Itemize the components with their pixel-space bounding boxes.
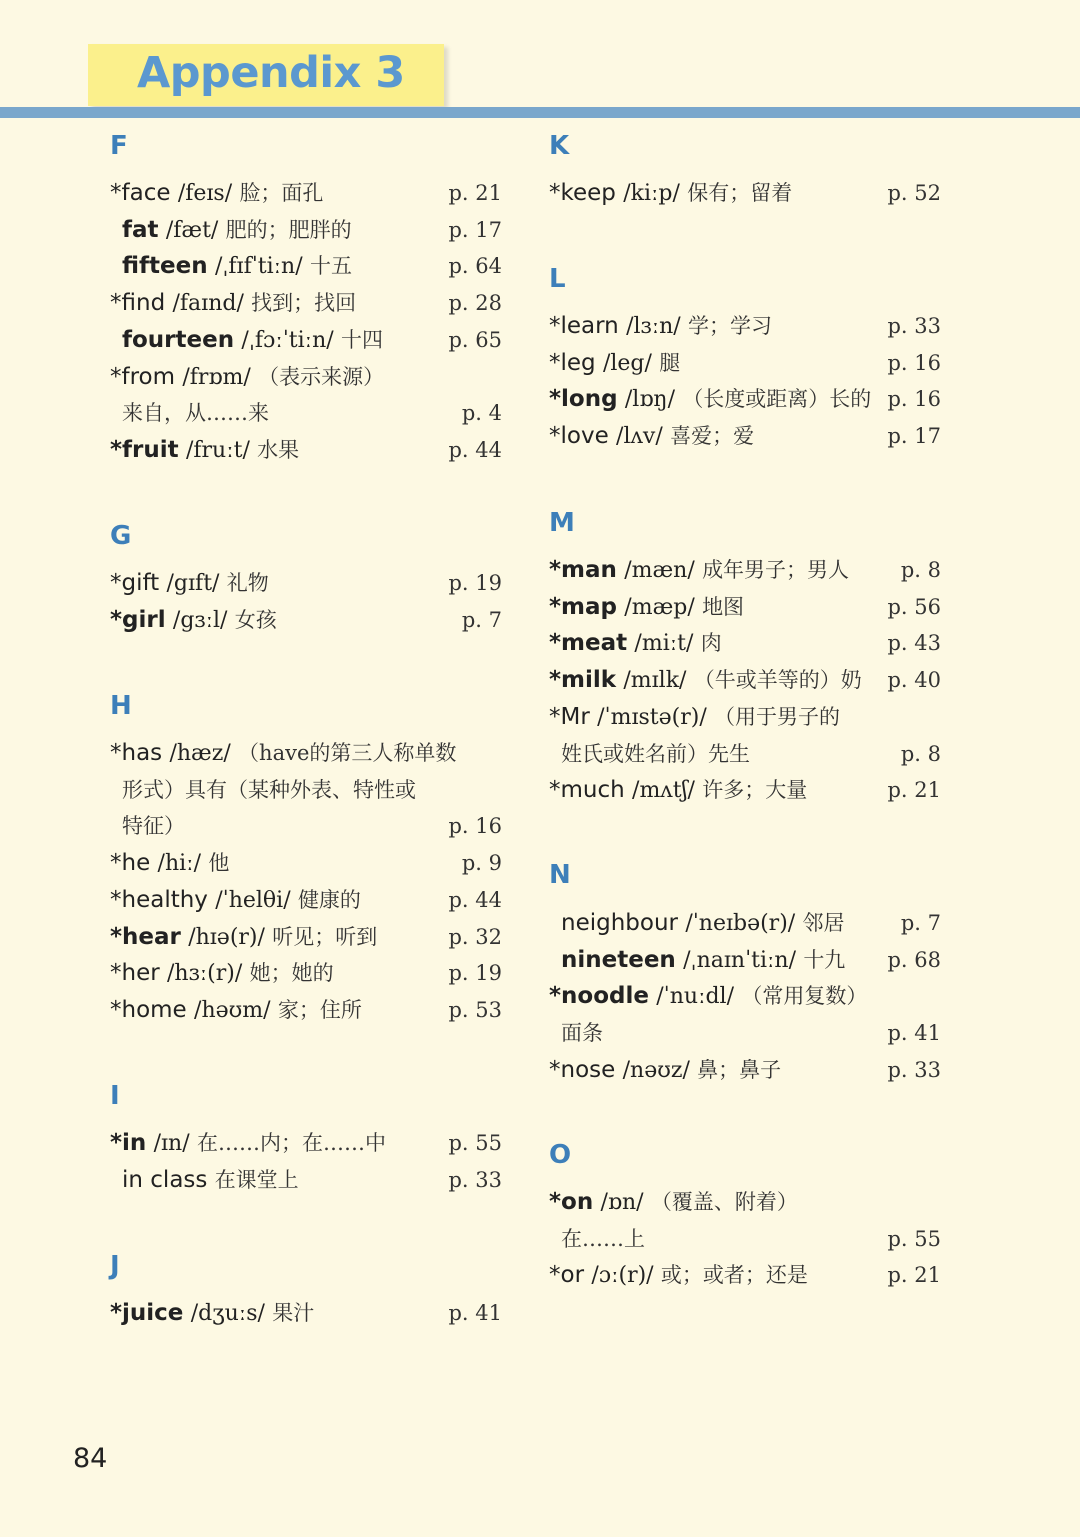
glossary-entry (561, 1222, 941, 1256)
entry-phonetic: /leg/ (602, 351, 652, 376)
entry-page-ref: p. 28 (448, 291, 502, 315)
glossary-entry (549, 309, 941, 343)
glossary-entry (549, 979, 941, 1013)
section-letter-i: I (110, 1081, 120, 1111)
entry-page-ref: p. 32 (448, 925, 502, 949)
glossary-entry (561, 737, 941, 771)
section-letter-j: J (110, 1251, 120, 1281)
entry-headword: *in (110, 1130, 147, 1156)
glossary-entry (110, 920, 502, 954)
entry-definition: 来自，从……来 (122, 401, 269, 425)
entry-page-ref: p. 33 (887, 314, 941, 338)
entry-headword: *learn (549, 313, 619, 339)
entry-headword: *he (110, 850, 151, 876)
glossary-entry (110, 736, 502, 770)
entry-definition: 十九 (803, 948, 846, 972)
entry-phonetic: /nəʊz/ (622, 1058, 690, 1083)
entry-definition: 十四 (340, 328, 383, 352)
entry-headword: *from (110, 364, 176, 390)
entry-phonetic: /ˈneɪbə(r)/ (685, 911, 796, 936)
section-letter-m: M (549, 508, 575, 538)
entry-definition: 形式）具有（某种外表、特性或 (122, 778, 416, 802)
glossary-entry (110, 176, 502, 210)
entry-definition: 喜爱；爱 (670, 424, 755, 448)
entry-phonetic: /hɜː(r)/ (167, 961, 243, 986)
entry-definition: （长度或距离）长的 (682, 387, 872, 411)
section-letter-h: H (110, 691, 132, 721)
glossary-entry (561, 1016, 941, 1050)
entry-page-ref: p. 19 (448, 961, 502, 985)
entry-phonetic: /feɪs/ (177, 181, 233, 206)
entry-page-ref: p. 53 (448, 998, 502, 1022)
entry-phonetic: /miːt/ (634, 631, 694, 656)
entry-headword: *on (549, 1189, 594, 1215)
entry-phonetic: /lɒŋ/ (624, 387, 675, 412)
entry-definition: （have的第三人称单数 (238, 741, 457, 765)
glossary-entry (110, 846, 502, 880)
entry-page-ref: p. 68 (887, 948, 941, 972)
entry-phonetic: /fruːt/ (185, 438, 250, 463)
entry-phonetic: /hæz/ (169, 741, 231, 766)
entry-headword: *hear (110, 924, 181, 950)
glossary-entry (549, 590, 941, 624)
glossary-entry (110, 603, 502, 637)
entry-page-ref: p. 21 (887, 1263, 941, 1287)
entry-definition: （牛或羊等的）奶 (693, 668, 862, 692)
glossary-entry (549, 1258, 941, 1292)
glossary-entry (549, 1185, 941, 1219)
glossary-entry (122, 323, 502, 357)
entry-page-ref: p. 55 (887, 1227, 941, 1251)
entry-page-ref: p. 17 (448, 218, 502, 242)
entry-page-ref: p. 33 (448, 1168, 502, 1192)
entry-page-ref: p. 21 (448, 181, 502, 205)
entry-definition: 面条 (561, 1021, 603, 1045)
glossary-entry (110, 286, 502, 320)
entry-definition: 保有；留着 (687, 181, 793, 205)
glossary-entry (549, 176, 941, 210)
section-letter-k: K (549, 131, 570, 161)
entry-headword: *much (549, 777, 625, 803)
entry-definition: 邻居 (802, 911, 845, 935)
glossary-entry (122, 809, 502, 843)
entry-headword: *noodle (549, 983, 649, 1009)
entry-phonetic: /ˈmɪstə(r)/ (597, 705, 707, 730)
entry-headword: *gift (110, 570, 160, 596)
entry-definition: 她；她的 (249, 961, 334, 985)
entry-phonetic: /ˈnuːdl/ (656, 984, 735, 1009)
glossary-entry (110, 883, 502, 917)
entry-headword: fat (122, 217, 159, 243)
entry-phonetic: /hiː/ (157, 851, 201, 876)
entry-headword: *her (110, 960, 160, 986)
entry-definition: （覆盖、附着） (650, 1190, 798, 1214)
glossary-entry (561, 943, 941, 977)
entry-definition: 他 (208, 851, 230, 875)
entry-phonetic: /mʌtʃ/ (632, 778, 695, 803)
entry-phonetic: /frɒm/ (182, 365, 251, 390)
glossary-entry (549, 773, 941, 807)
entry-phonetic: /lɜːn/ (626, 314, 681, 339)
entry-headword: *fruit (110, 437, 179, 463)
entry-phonetic: /ˌfɔːˈtiːn/ (241, 328, 334, 353)
entry-phonetic: /fæt/ (165, 218, 219, 243)
entry-headword: *keep (549, 180, 616, 206)
section-letter-l: L (549, 264, 566, 294)
entry-page-ref: p. 40 (887, 668, 941, 692)
glossary-entry (110, 993, 502, 1027)
entry-headword: nineteen (561, 947, 676, 973)
entry-definition: 在课堂上 (214, 1168, 299, 1192)
entry-definition: 水果 (257, 438, 300, 462)
glossary-entry (549, 1053, 941, 1087)
entry-page-ref: p. 16 (448, 814, 502, 838)
entry-headword: *love (549, 423, 609, 449)
entry-page-ref: p. 64 (448, 254, 502, 278)
entry-headword: *man (549, 557, 617, 583)
entry-headword: *face (110, 180, 171, 206)
entry-headword: *long (549, 386, 618, 412)
entry-phonetic: /kiːp/ (623, 181, 680, 206)
section-letter-n: N (549, 860, 571, 890)
entry-headword: neighbour (561, 910, 678, 936)
entry-definition: 地图 (702, 595, 745, 619)
glossary-entry (110, 433, 502, 467)
entry-headword: fourteen (122, 327, 235, 353)
entry-page-ref: p. 33 (887, 1058, 941, 1082)
entry-page-ref: p. 21 (887, 778, 941, 802)
entry-definition: 果汁 (272, 1301, 315, 1325)
entry-definition: 肥的；肥胖的 (225, 218, 352, 242)
entry-page-ref: p. 41 (448, 1301, 502, 1325)
entry-page-ref: p. 19 (448, 571, 502, 595)
entry-page-ref: p. 16 (887, 387, 941, 411)
glossary-entry (110, 956, 502, 990)
entry-definition: 姓氏或姓名前）先生 (561, 742, 750, 766)
entry-headword: *milk (549, 667, 617, 693)
entry-definition: （常用复数） (741, 984, 868, 1008)
entry-phonetic: /ˈhelθi/ (215, 888, 291, 913)
entry-page-ref: p. 65 (448, 328, 502, 352)
entry-phonetic: /ˌfɪfˈtiːn/ (214, 254, 303, 279)
glossary-entry (549, 419, 941, 453)
glossary-entry (122, 1163, 502, 1197)
entry-headword: *map (549, 594, 617, 620)
entry-definition: 腿 (659, 351, 681, 375)
entry-phonetic: /ɔː(r)/ (591, 1263, 654, 1288)
entry-definition: 学；学习 (688, 314, 773, 338)
entry-page-ref: p. 44 (448, 438, 502, 462)
entry-headword: fifteen (122, 253, 208, 279)
glossary-entry (110, 1296, 502, 1330)
glossary-entry (549, 626, 941, 660)
glossary-entry (110, 1126, 502, 1160)
entry-page-ref: p. 41 (887, 1021, 941, 1045)
entry-page-ref: p. 8 (900, 742, 941, 766)
entry-definition: 找到；找回 (251, 291, 357, 315)
entry-headword: *juice (110, 1300, 184, 1326)
entry-headword: *home (110, 997, 187, 1023)
entry-phonetic: /mæn/ (624, 558, 695, 583)
entry-phonetic: /gɪft/ (166, 571, 220, 596)
entry-page-ref: p. 17 (887, 424, 941, 448)
glossary-entry (110, 566, 502, 600)
entry-headword: *nose (549, 1057, 616, 1083)
entry-phonetic: /hɪə(r)/ (188, 925, 265, 950)
glossary-entry (122, 213, 502, 247)
page-number: 84 (73, 1443, 108, 1474)
entry-page-ref: p. 9 (461, 851, 502, 875)
entry-headword: *find (110, 290, 166, 316)
entry-definition: 十五 (309, 254, 352, 278)
entry-page-ref: p. 4 (461, 401, 502, 425)
entry-page-ref: p. 56 (887, 595, 941, 619)
entry-page-ref: p. 16 (887, 351, 941, 375)
entry-definition: 女孩 (234, 608, 277, 632)
glossary-entry (549, 663, 941, 697)
entry-phonetic: /ɪn/ (153, 1131, 190, 1156)
entry-definition: 肉 (700, 631, 722, 655)
entry-page-ref: p. 55 (448, 1131, 502, 1155)
entry-phonetic: /gɜːl/ (172, 608, 228, 633)
entry-page-ref: p. 8 (900, 558, 941, 582)
entry-definition: 听见；听到 (272, 925, 378, 949)
section-letter-o: O (549, 1140, 572, 1170)
entry-page-ref: p. 7 (461, 608, 502, 632)
entry-phonetic: /faɪnd/ (172, 291, 244, 316)
section-letter-f: F (110, 131, 128, 161)
entry-phonetic: /mɪlk/ (623, 668, 687, 693)
glossary-entry (110, 360, 502, 394)
glossary-entry (122, 396, 502, 430)
entry-definition: 鼻；鼻子 (697, 1058, 782, 1082)
glossary-entry (122, 249, 502, 283)
entry-definition: 成年男子；男人 (702, 558, 850, 582)
entry-page-ref: p. 52 (887, 181, 941, 205)
page-title: Appendix 3 (137, 48, 405, 98)
entry-page-ref: p. 43 (887, 631, 941, 655)
entry-headword: *girl (110, 607, 166, 633)
entry-page-ref: p. 7 (900, 911, 941, 935)
entry-headword: *Mr (549, 704, 590, 730)
entry-definition: 在……内；在……中 (196, 1131, 386, 1155)
glossary-entry (549, 553, 941, 587)
entry-phonetic: /mæp/ (624, 595, 695, 620)
entry-definition: 礼物 (226, 571, 269, 595)
header-rule (0, 107, 1080, 118)
entry-headword: *has (110, 740, 163, 766)
glossary-entry (561, 906, 941, 940)
entry-definition: 脸；面孔 (239, 181, 324, 205)
entry-phonetic: /lʌv/ (616, 424, 663, 449)
glossary-entry (122, 773, 502, 807)
entry-definition: 特征） (122, 814, 185, 838)
entry-phonetic: /dʒuːs/ (190, 1301, 265, 1326)
entry-phonetic: /ɒn/ (600, 1190, 644, 1215)
entry-definition: （用于男子的 (714, 705, 841, 729)
entry-phonetic: /həʊm/ (194, 998, 271, 1023)
entry-phonetic: /ˌnaɪnˈtiːn/ (683, 948, 796, 973)
entry-definition: 在……上 (561, 1227, 645, 1251)
glossary-entry (549, 346, 941, 380)
entry-headword: *healthy (110, 887, 208, 913)
entry-headword: *leg (549, 350, 596, 376)
entry-headword: *meat (549, 630, 628, 656)
entry-page-ref: p. 44 (448, 888, 502, 912)
entry-definition: （表示来源） (258, 365, 385, 389)
entry-headword: in class (122, 1167, 208, 1193)
entry-definition: 健康的 (297, 888, 361, 912)
glossary-entry (549, 382, 941, 416)
entry-headword: *or (549, 1262, 585, 1288)
entry-definition: 或；或者；还是 (660, 1263, 808, 1287)
glossary-entry (549, 700, 941, 734)
section-letter-g: G (110, 521, 132, 551)
entry-definition: 家；住所 (277, 998, 362, 1022)
entry-definition: 许多；大量 (702, 778, 808, 802)
